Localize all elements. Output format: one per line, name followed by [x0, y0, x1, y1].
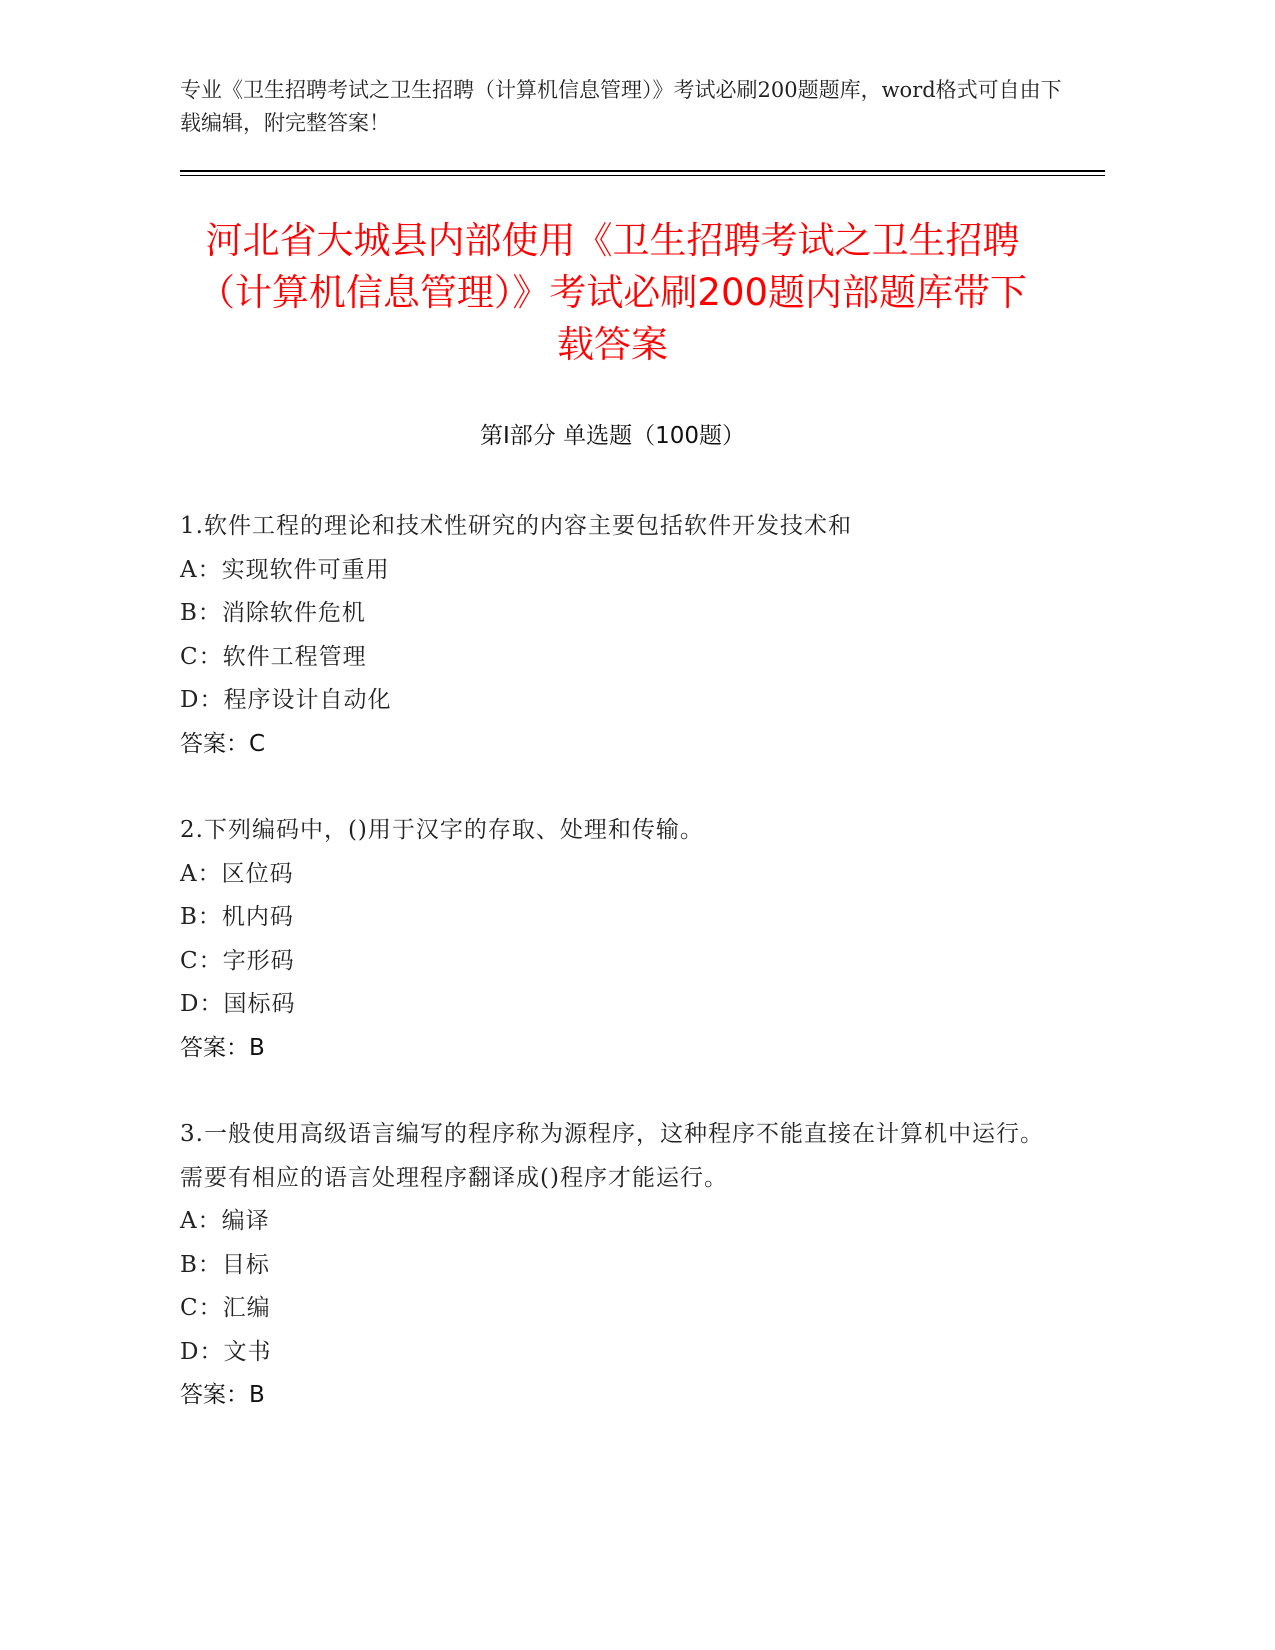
header-note: 专业《卫生招聘考试之卫生招聘（计算机信息管理）》考试必刷200题题库，word格式可自由下载编辑，附完整答案！	[180, 78, 1062, 135]
question-stem: 3.一般使用高级语言编写的程序称为源程序，这种程序不能直接在计算机中运行。需要有相应的语言处理程序翻译成()程序才能运行。	[180, 1121, 1044, 1191]
option-b: B：目标	[180, 1251, 270, 1278]
question-1	[180, 505, 1060, 766]
document-title: 河北省大城县内部使用《卫生招聘考试之卫生招聘（计算机信息管理）》考试必刷200题内部题库带下载答案	[197, 219, 1028, 366]
option-a: A：实现软件可重用	[180, 556, 390, 583]
option-d: D：程序设计自动化	[180, 687, 392, 713]
question-3	[180, 1113, 1060, 1418]
option-b: B：机内码	[180, 904, 294, 930]
option-c: C：软件工程管理	[180, 643, 367, 670]
option-b: B：消除软件危机	[180, 600, 366, 626]
answer-line: 答案：C	[180, 730, 266, 757]
header-divider-thin	[180, 175, 1105, 176]
question-stem: 1.软件工程的理论和技术性研究的内容主要包括软件开发技术和	[180, 513, 852, 539]
question-2	[180, 809, 1060, 1070]
option-d: D：文书	[180, 1338, 272, 1365]
option-d: D：国标码	[180, 991, 296, 1017]
answer-line: 答案：B	[180, 1034, 265, 1061]
option-c: C：汇编	[180, 1295, 271, 1321]
option-c: C：字形码	[180, 947, 295, 974]
question-list	[180, 505, 1060, 1461]
answer-line: 答案：B	[180, 1382, 265, 1408]
section-heading: 第Ⅰ部分 单选题（100题）	[480, 423, 745, 449]
option-a: A：编译	[180, 1208, 270, 1234]
header-divider-thick	[180, 170, 1105, 172]
question-stem: 2.下列编码中，()用于汉字的存取、处理和传输。	[180, 817, 704, 843]
option-a: A：区位码	[180, 860, 294, 887]
